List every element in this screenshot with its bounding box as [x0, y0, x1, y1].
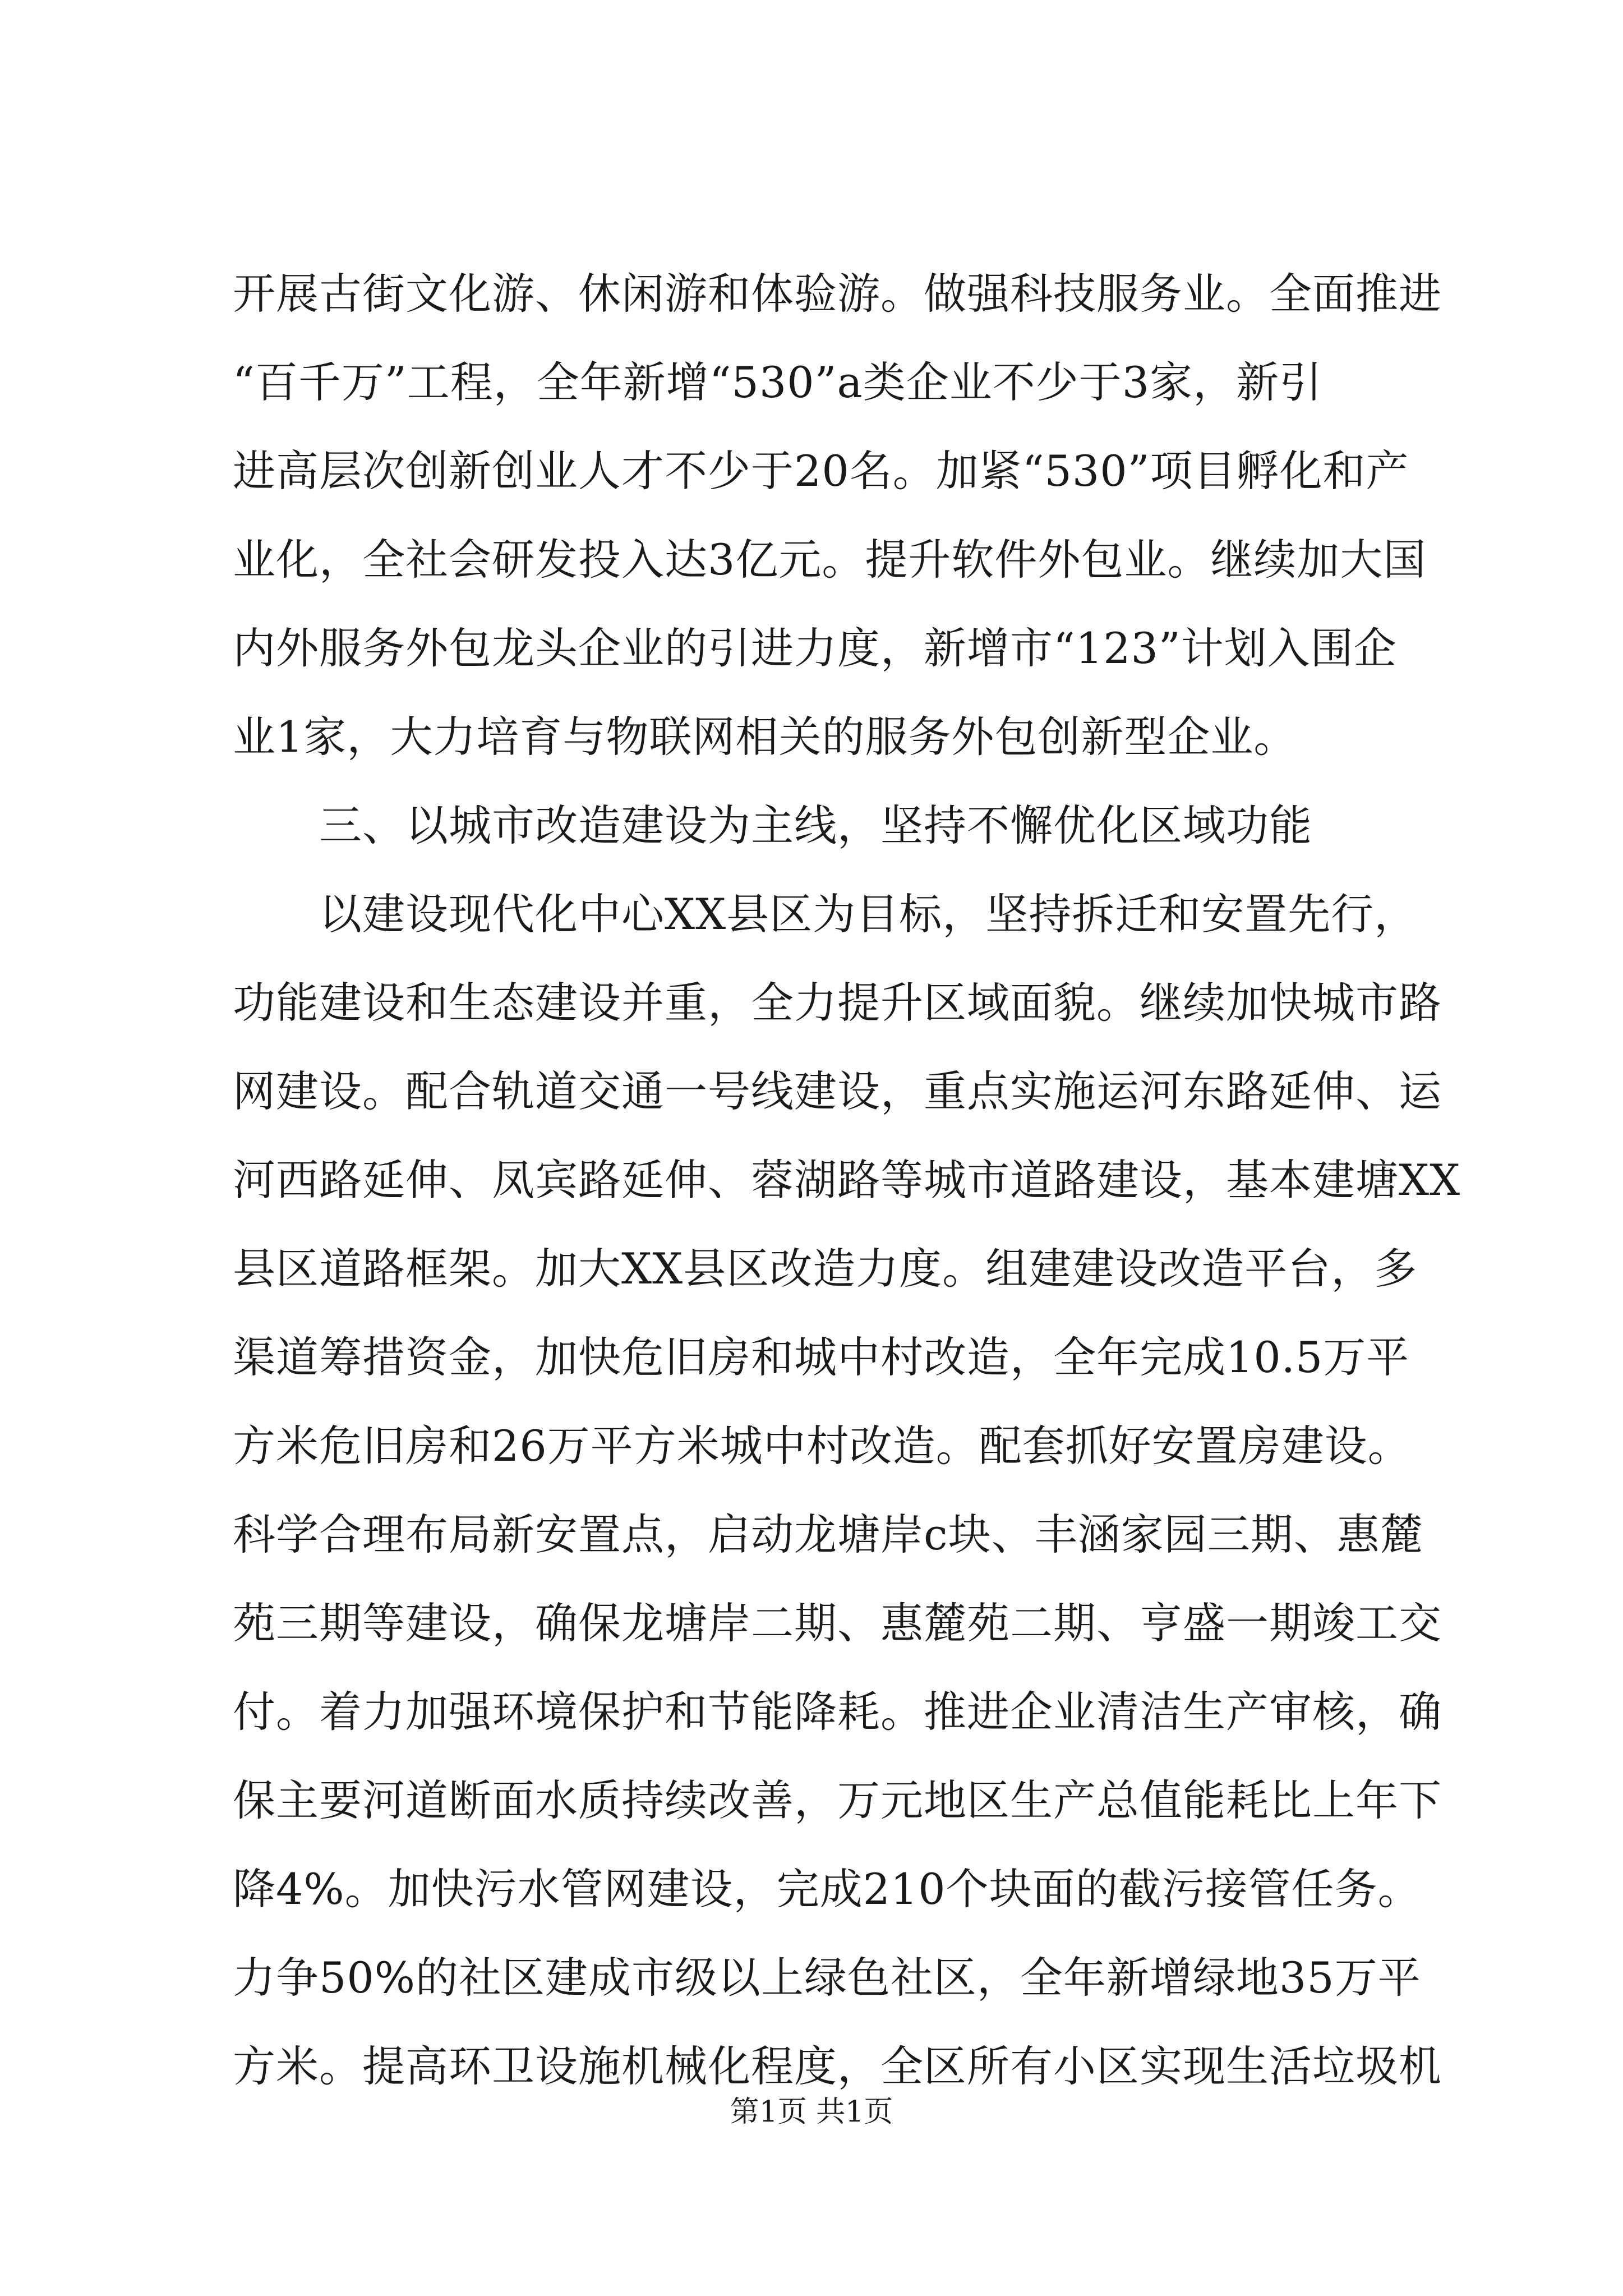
text-line: 以建设现代化中心XX县区为目标，坚持拆迁和安置先行， — [319, 889, 1418, 939]
text-line: 力争50%的社区建成市级以上绿色社区，全年新增绿地35万平 — [233, 1953, 1421, 2003]
text-line: 方米危旧房和26万平方米城中村改造。配套抓好安置房建设。 — [233, 1421, 1411, 1471]
text-line: 业化，全社会研发投入达3亿元。提升软件外包业。继续加大国 — [233, 535, 1427, 585]
text-line: 保主要河道断面水质持续改善，万元地区生产总值能耗比上年下 — [233, 1775, 1442, 1825]
text-line: 方米。提高环卫设施机械化程度，全区所有小区实现生活垃圾机 — [233, 2041, 1442, 2091]
text-line: 降4%。加快污水管网建设，完成210个块面的截污接管任务。 — [233, 1864, 1421, 1914]
document-body — [233, 250, 1461, 2111]
text-line: 网建设。配合轨道交通一号线建设，重点实施运河东路延伸、运 — [233, 1066, 1442, 1116]
page-footer — [0, 2092, 1623, 2132]
text-line: 付。着力加强环境保护和节能降耗。推进企业清洁生产审核，确 — [233, 1687, 1442, 1737]
text-line: 功能建设和生态建设并重，全力提升区域面貌。继续加快城市路 — [233, 978, 1442, 1028]
text-line: 苑三期等建设，确保龙塘岸二期、惠麓苑二期、亨盛一期竣工交 — [233, 1598, 1442, 1648]
text-line: 河西路延伸、凤宾路延伸、蓉湖路等城市道路建设，基本建塘XX — [233, 1155, 1461, 1205]
text-line: 县区道路框架。加大XX县区改造力度。组建建设改造平台，多 — [233, 1244, 1418, 1294]
text-line: 科学合理布局新安置点，启动龙塘岸c块、丰涵家园三期、惠麓 — [233, 1510, 1423, 1559]
text-line: 渠道筹措资金，加快危旧房和城中村改造，全年完成10.5万平 — [233, 1332, 1410, 1382]
text-line: 进高层次创新创业人才不少于20名。加紧“530”项目孵化和产 — [233, 446, 1409, 496]
section-heading: 三、以城市改造建设为主线，坚持不懈优化区域功能 — [319, 800, 1312, 850]
text-line: 开展古街文化游、休闲游和体验游。做强科技服务业。全面推进 — [233, 269, 1442, 319]
text-line: “百千万”工程，全年新增“530”a类企业不少于3家，新引 — [233, 357, 1323, 407]
text-line: 内外服务外包龙头企业的引进力度，新增市“123”计划入围企 — [233, 623, 1397, 673]
text-line: 业1家，大力培育与物联网相关的服务外包创新型企业。 — [233, 712, 1297, 762]
page-number-label: 第1页 共1页 — [730, 2095, 893, 2129]
